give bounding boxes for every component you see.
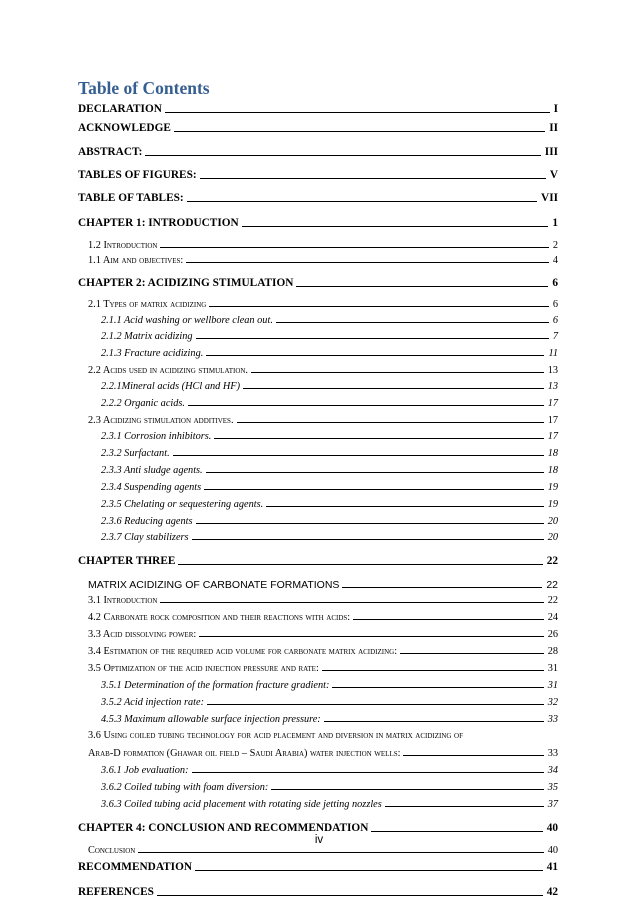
- toc-entry[interactable]: [101, 765, 558, 776]
- toc-leader-line: [188, 405, 544, 406]
- toc-entry[interactable]: [101, 799, 558, 810]
- toc-page-number: 22: [546, 555, 558, 567]
- toc-leader-line: [196, 523, 544, 524]
- toc-leader-line: [160, 602, 543, 603]
- toc-entry-text: 2.3.1 Corrosion inhibitors.: [101, 431, 212, 442]
- toc-leader-line: [192, 539, 544, 540]
- toc-entry[interactable]: [78, 169, 558, 181]
- toc-entry-text: 3.6 Using coiled tubing technology for acid placement and diversion in matrix acidizing of: [88, 730, 463, 741]
- toc-entry[interactable]: [78, 122, 558, 134]
- toc-leader-line: [385, 806, 544, 807]
- toc-page-number: 40: [546, 822, 558, 834]
- toc-entry-text: ABSTRACT:: [78, 146, 143, 158]
- toc-entry-text: 2.1.2 Matrix acidizing: [101, 331, 193, 342]
- toc-entry-text: CHAPTER THREE: [78, 555, 176, 567]
- toc-entry[interactable]: [78, 277, 558, 289]
- toc-entry-text: 1.1 Aim and objectives:: [88, 255, 184, 266]
- toc-page-number: 7: [552, 331, 558, 342]
- toc-entry-text: DECLARATION: [78, 103, 162, 115]
- toc-leader-line: [403, 755, 543, 756]
- toc-entry[interactable]: [78, 886, 558, 898]
- toc-leader-line: [157, 895, 543, 896]
- toc-page-number: II: [549, 122, 558, 134]
- toc-leader-line: [353, 619, 544, 620]
- toc-page-number: 22: [547, 595, 558, 606]
- toc-entry-text: 2.1.1 Acid washing or wellbore clean out.: [101, 315, 273, 326]
- toc-leader-line: [243, 388, 544, 389]
- toc-entry[interactable]: [101, 532, 558, 543]
- toc-entry[interactable]: [88, 845, 558, 856]
- toc-entry-text: TABLE OF TABLES:: [78, 192, 184, 204]
- toc-leader-line: [206, 355, 544, 356]
- toc-page-number: 31: [547, 663, 558, 674]
- toc-entry-text: MATRIX ACIDIZING OF CARBONATE FORMATIONS: [88, 579, 340, 591]
- toc-page-number: 17: [547, 398, 558, 409]
- toc-leader-line: [371, 831, 542, 832]
- toc-page-number: 6: [552, 315, 558, 326]
- toc-entry[interactable]: [101, 516, 558, 527]
- toc-entry-text: 4.5.3 Maximum allowable surface injection pressure:: [101, 714, 321, 725]
- toc-entry-text: Conclusion: [88, 845, 136, 856]
- page-number: iv: [314, 834, 324, 846]
- toc-leader-line: [242, 226, 549, 227]
- toc-entry-text: 2.3.5 Chelating or sequestering agents.: [101, 499, 264, 510]
- toc-leader-line: [207, 704, 544, 705]
- toc-leader-line: [322, 670, 544, 671]
- toc-entry[interactable]: [78, 192, 558, 204]
- toc-page-number: 1: [552, 217, 558, 229]
- toc-entry-text: CHAPTER 2: ACIDIZING STIMULATION: [78, 277, 294, 289]
- toc-page-number: 19: [547, 482, 558, 493]
- toc-entry-text: 2.1.3 Fracture acidizing.: [101, 348, 204, 359]
- toc-entry-text: 3.6.1 Job evaluation:: [101, 765, 189, 776]
- toc-entry-text: 3.5.1 Determination of the formation fracture gradient:: [101, 680, 330, 691]
- toc-entry-text: 3.4 Estimation of the required acid volume for carbonate matrix acidizing:: [88, 646, 398, 657]
- toc-entry-text: CHAPTER 1: INTRODUCTION: [78, 217, 239, 229]
- toc-entry[interactable]: [88, 595, 558, 606]
- toc-entry[interactable]: [101, 398, 558, 409]
- toc-entry-text: 4.2 Carbonate rock composition and their reactions with acids:: [88, 612, 351, 623]
- toc-page-number: 37: [547, 799, 558, 810]
- toc-entry[interactable]: [78, 103, 558, 115]
- toc-leader-line: [400, 653, 544, 654]
- toc-entry[interactable]: [101, 448, 558, 459]
- toc-entry[interactable]: [101, 482, 558, 493]
- toc-entry-text: 2.2.2 Organic acids.: [101, 398, 185, 409]
- toc-entry[interactable]: [78, 555, 558, 567]
- toc-leader-line: [165, 112, 550, 113]
- toc-entry-text: 3.1 Introduction: [88, 595, 158, 606]
- toc-entry[interactable]: [78, 822, 558, 834]
- toc-page-number: 13: [547, 365, 558, 376]
- toc-entry-text: 3.6.2 Coiled tubing with foam diversion:: [101, 782, 269, 793]
- toc-entry-text: 3.5.2 Acid injection rate:: [101, 697, 205, 708]
- toc-entry-text: 2.3.4 Suspending agents: [101, 482, 202, 493]
- toc-page-number: 26: [547, 629, 558, 640]
- toc-entry[interactable]: [101, 697, 558, 708]
- toc-entry-text: 1.2 Introduction: [88, 240, 158, 251]
- toc-leader-line: [324, 721, 544, 722]
- toc-entry[interactable]: [101, 680, 558, 691]
- toc-page-number: 24: [547, 612, 558, 623]
- toc-page-number: 2: [552, 240, 558, 251]
- toc-leader-line: [192, 772, 544, 773]
- toc-page-number: 41: [546, 861, 558, 873]
- toc-leader-line: [206, 472, 544, 473]
- toc-entry-text: 2.3.2 Surfactant.: [101, 448, 170, 459]
- toc-page-number: III: [544, 146, 558, 158]
- toc-entry[interactable]: [88, 299, 558, 310]
- toc-page-number: 17: [547, 415, 558, 426]
- toc-entry-text: ACKNOWLEDGE: [78, 122, 171, 134]
- toc-page-number: 40: [547, 845, 558, 856]
- toc-leader-line: [271, 789, 543, 790]
- toc-entry[interactable]: [88, 579, 558, 591]
- toc-entry-text: 3.5 Optimization of the acid injection pressure and rate:: [88, 663, 319, 674]
- toc-leader-line: [195, 870, 543, 871]
- toc-page-number: 20: [547, 532, 558, 543]
- toc-leader-line: [187, 201, 537, 202]
- toc-page-number: 17: [547, 431, 558, 442]
- toc-entry-text: 2.2.1Mineral acids (HCl and HF): [101, 381, 240, 392]
- toc-entry-text: REFERENCES: [78, 886, 154, 898]
- toc-page-number: 33: [547, 748, 558, 759]
- toc-entry[interactable]: [88, 255, 558, 266]
- toc-entry-text: 2.3.6 Reducing agents: [101, 516, 193, 527]
- toc-entry[interactable]: [88, 415, 558, 426]
- toc-page-number: 34: [547, 765, 558, 776]
- toc-page-number: 32: [547, 697, 558, 708]
- toc-page-number: 31: [547, 680, 558, 691]
- toc-entry[interactable]: [88, 629, 558, 640]
- toc-leader-line: [237, 422, 544, 423]
- toc-page-number: 42: [546, 886, 558, 898]
- toc-leader-line: [342, 587, 542, 588]
- toc-leader-line: [186, 262, 549, 263]
- toc-entry[interactable]: [88, 365, 558, 376]
- toc-page-number: 13: [547, 381, 558, 392]
- toc-entry-text: 2.2 Acids used in acidizing stimulation.: [88, 365, 249, 376]
- toc-entry[interactable]: [101, 431, 558, 442]
- toc-page-number: 22: [546, 579, 558, 591]
- toc-leader-line: [178, 564, 542, 565]
- toc-leader-line: [296, 286, 548, 287]
- toc-entry[interactable]: [88, 748, 558, 759]
- toc-entry[interactable]: [101, 348, 558, 359]
- toc-page-number: I: [553, 103, 558, 115]
- toc-leader-line: [251, 372, 544, 373]
- toc-entry[interactable]: [88, 663, 558, 674]
- toc-leader-line: [174, 131, 545, 132]
- toc-entry-text: RECOMMENDATION: [78, 861, 193, 873]
- toc-entry-text: 3.6.3 Coiled tubing acid placement with rotating side jetting nozzles: [101, 799, 382, 810]
- toc-entry[interactable]: [78, 861, 558, 873]
- toc-entry[interactable]: [101, 782, 558, 793]
- toc-entry-text: 2.3 Acidizing stimulation additives.: [88, 415, 234, 426]
- toc-entry[interactable]: [101, 381, 558, 392]
- toc-page-number: 6: [552, 277, 558, 289]
- toc-leader-line: [276, 322, 549, 323]
- toc-page-number: 20: [547, 516, 558, 527]
- toc-leader-line: [200, 178, 546, 179]
- toc-entry[interactable]: [88, 240, 558, 251]
- toc-entry[interactable]: [78, 146, 558, 158]
- toc-entry-text: 2.3.7 Clay stabilizers: [101, 532, 189, 543]
- toc-page-number: 4: [552, 255, 558, 266]
- toc-entry[interactable]: [101, 331, 558, 342]
- toc-leader-line: [332, 687, 543, 688]
- toc-leader-line: [160, 247, 548, 248]
- toc-entry-text: TABLES OF FIGURES:: [78, 169, 197, 181]
- toc-entry-text: 3.3 Acid dissolving power:: [88, 629, 197, 640]
- toc-leader-line: [209, 306, 549, 307]
- toc-entry[interactable]: [88, 612, 558, 623]
- toc-page-number: 18: [547, 465, 558, 476]
- toc-entry-text: 2.1 Types of matrix acidizing: [88, 299, 207, 310]
- toc-leader-line: [204, 489, 544, 490]
- toc-page-number: VII: [541, 192, 558, 204]
- toc-entry[interactable]: [78, 217, 558, 229]
- toc-page-number: V: [549, 169, 558, 181]
- toc-leader-line: [199, 636, 543, 637]
- toc-leader-line: [196, 338, 549, 339]
- toc-leader-line: [138, 852, 543, 853]
- toc-page-number: 19: [547, 499, 558, 510]
- toc-entry[interactable]: [101, 465, 558, 476]
- toc-entry-text: CHAPTER 4: CONCLUSION AND RECOMMENDATION: [78, 822, 369, 834]
- toc-entry-text: Arab-D formation (Ghawar oil field – Saudi Arabia) water injection wells:: [88, 748, 401, 759]
- toc-page-number: 35: [547, 782, 558, 793]
- toc-entry-text: 2.3.3 Anti sludge agents.: [101, 465, 203, 476]
- toc-page-number: 18: [547, 448, 558, 459]
- toc-page-number: 28: [547, 646, 558, 657]
- toc-leader-line: [266, 506, 544, 507]
- toc-entry[interactable]: [101, 714, 558, 725]
- toc-page-number: 33: [547, 714, 558, 725]
- toc-entry[interactable]: [88, 646, 558, 657]
- toc-leader-line: [145, 155, 540, 156]
- toc-leader-line: [214, 438, 543, 439]
- toc-page-number: 6: [552, 299, 558, 310]
- toc-entry[interactable]: [101, 315, 558, 326]
- toc-entry[interactable]: [101, 499, 558, 510]
- toc-title: Table of Contents: [78, 78, 210, 98]
- toc-leader-line: [173, 455, 544, 456]
- toc-page-number: 11: [548, 348, 558, 359]
